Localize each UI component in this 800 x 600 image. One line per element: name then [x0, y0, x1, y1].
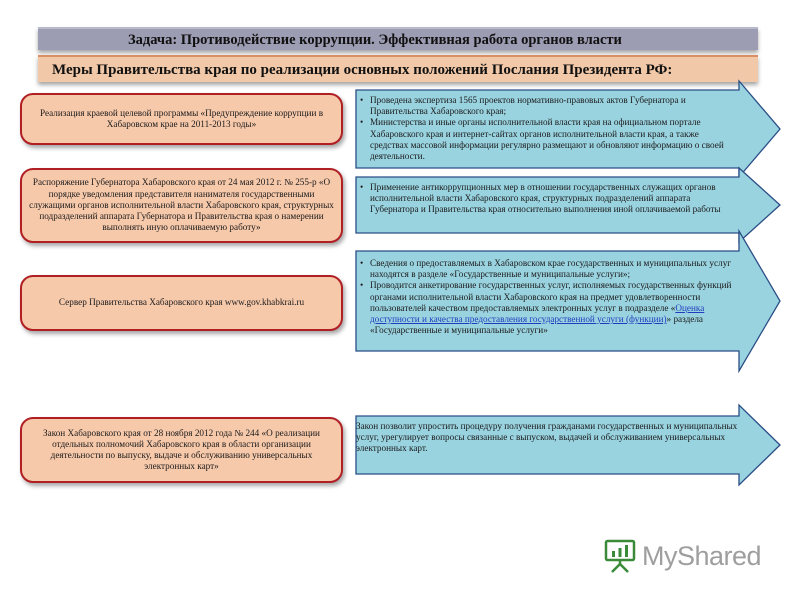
- program-text: Реализация краевой целевой программы «Предупреждение коррупции в Хабаровском крае на 2011-2013 годы»: [39, 107, 324, 129]
- bullet-text: » раздела «Государственные и муниципальные услуги»: [370, 314, 703, 336]
- myshared-logo[interactable]: [604, 536, 774, 576]
- bullet-item: • Применение антикоррупционных мер в отношении государственных служащих органов исполнительной власти Хабаровского края, структурных подразделений аппарата Губернатора и Правительства края относительно выполнения иной оплачиваемой работы: [359, 182, 737, 216]
- server-text: Сервер Правительства Хабаровского края www.gov.khabkrai.ru: [58, 297, 305, 308]
- bullet-item: • Сведения о предоставляемых в Хабаровском крае государственных и муниципальных услуг находятся в разделе «Государственные и муниципальные услуги»;: [359, 258, 737, 280]
- order-box: [20, 168, 343, 243]
- law-results-arrow: [356, 405, 780, 485]
- bullet-item: • Министерства и иные органы исполнительной власти края на официальном портале Хабаровского края и интернет-сайтах органов исполнительной власти края, а также средствах массовой информации регулярно размещают и обновляют информацию о своей деятельности.: [359, 117, 737, 162]
- task-title: Задача: Противодействие коррупции. Эффективная работа органов власти: [128, 32, 622, 48]
- logo-text: MyShared: [642, 540, 762, 571]
- server-box: [20, 275, 343, 331]
- program-results-arrow: [356, 81, 780, 177]
- law-result-text: Закон позволит упростить процедуру получения гражданами государственных и муниципальных услуг, урегулирует вопросы связанные с выпуском, выдачей и обслуживанием универсальных электронных карт.: [356, 421, 738, 454]
- task-banner: [38, 27, 758, 50]
- bullet-text: Проводится анкетирование государственных услуг, исполняемых государственных функций органами исполнительной власти Хабаровского края на предмет удовлетворенности пользователей качеством предоставляемых электронных услуг в подразделе «: [370, 280, 732, 313]
- law-text: Закон Хабаровского края от 28 ноября 2012 года № 244 «О реализации отдельных полномочий Хабаровского края в области организации деятельности по выпуску, выдаче и обслуживанию универсальных электронных карт»: [43, 427, 320, 472]
- assessment-link[interactable]: Оценка доступности и качества предоставления государственной услуги (функции): [370, 302, 705, 325]
- program-box: [20, 93, 343, 145]
- presentation-board-icon: [604, 539, 636, 573]
- law-box: [20, 417, 343, 483]
- subtitle-banner: [38, 55, 758, 82]
- bullet-item: [359, 280, 737, 336]
- server-results-arrow: [356, 231, 780, 371]
- bullet-item: • Проведена экспертиза 1565 проектов нормативно-правовых актов Губернатора и Правительства Хабаровского края;: [359, 95, 737, 117]
- measures-title: Меры Правительства края по реализации основных положений Послания Президента РФ:: [52, 62, 673, 78]
- order-text: Распоряжение Губернатора Хабаровского края от 24 мая 2012 г. № 255-р «О порядке уведомления представителя нанимателя государственными служащими органов исполнительной власти Хабаровского края, структурных подразделений аппарата Губернатора и Правительства края о намерении выполнять иную оплачиваемую работу»: [29, 177, 334, 233]
